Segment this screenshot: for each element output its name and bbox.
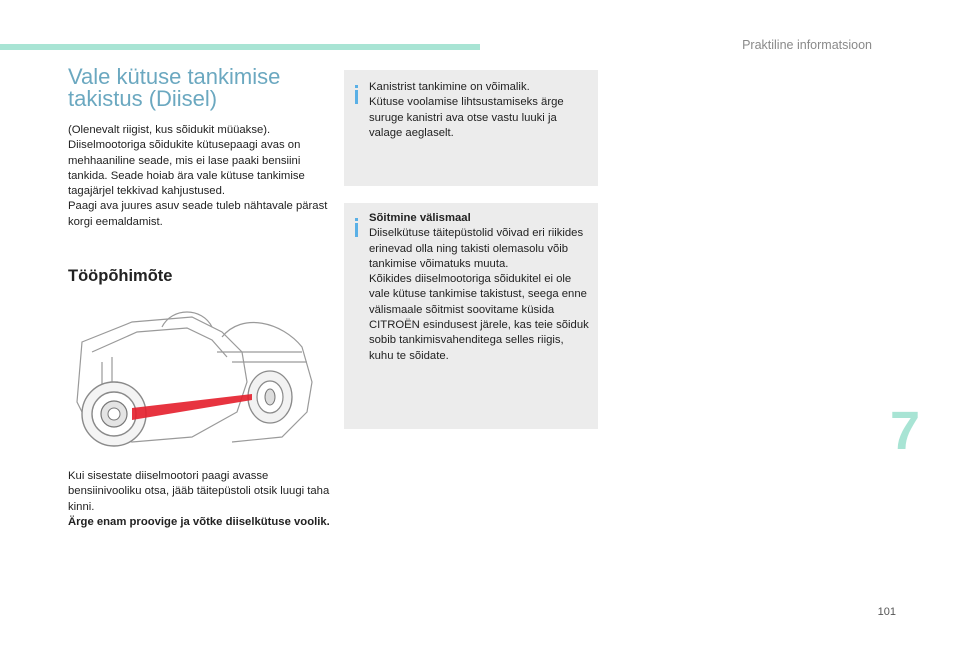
info-box-abroad bbox=[344, 203, 598, 429]
fuel-filler-illustration bbox=[72, 302, 322, 452]
intro-line: Paagi ava juures asuv seade tuleb nähtavale pärast korgi eemaldamist. bbox=[68, 200, 328, 228]
bottom-description: Kui sisestate diiselmootori paagi avasse bensiinivooliku otsa, jääb täitepüstoli otsik luugi taha kinni. bbox=[68, 470, 330, 513]
info-text: Kanistrist tankimine on võimalik. Kütuse voolamise lihtsustamiseks ärge suruge kanistri ava otse vastu luuki ja valage aeglaselt. bbox=[369, 81, 564, 139]
info-title: Sõitmine välismaal bbox=[369, 212, 471, 224]
info-paragraph: Kõikides diiselmootoriga sõidukitel ei ole vale kütuse tankimise takistust, seega enne välismaale sõitmist soovitame küsida CITROËN esindusest järele, kas teie sõiduk sobib tankimisvahenditega selles riigis, kuhu te sõidate. bbox=[369, 273, 589, 362]
intro-line: (Olenevalt riigist, kus sõidukit müüakse). bbox=[68, 124, 271, 136]
info-icon-bar bbox=[355, 90, 358, 104]
info-icon bbox=[355, 218, 358, 221]
section-header: Praktiline informatsioon bbox=[742, 38, 872, 52]
header-accent-bar bbox=[0, 44, 480, 50]
intro-text bbox=[68, 123, 328, 230]
fuel-filler-diagram-icon bbox=[72, 302, 322, 452]
bottom-warning: Ärge enam proovige ja võtke diiselkütuse voolik. bbox=[68, 515, 330, 528]
intro-line: Diiselmootoriga sõidukite kütusepaagi avas on mehhaaniline seade, mis ei lase paaki bensiini tankida. Seade hoiab ära vale kütuse tankimise tagajärjel tekkivad kahjustused. bbox=[68, 139, 305, 198]
page-title: Vale kütuse tankimise takistus (Diisel) bbox=[68, 64, 281, 111]
section-subheading: Tööpõhimõte bbox=[68, 267, 173, 285]
page-number: 101 bbox=[877, 606, 896, 618]
info-paragraph: Diiselkütuse täitepüstolid võivad eri riikides erinevad olla ning takisti olemasolu võib tankimise võimatuks muuta. bbox=[369, 227, 584, 270]
bottom-text bbox=[68, 469, 333, 530]
info-box-canister bbox=[344, 70, 598, 186]
info-text bbox=[369, 211, 591, 364]
info-icon bbox=[355, 85, 358, 88]
chapter-number: 7 bbox=[889, 401, 920, 461]
info-icon-bar bbox=[355, 223, 358, 237]
